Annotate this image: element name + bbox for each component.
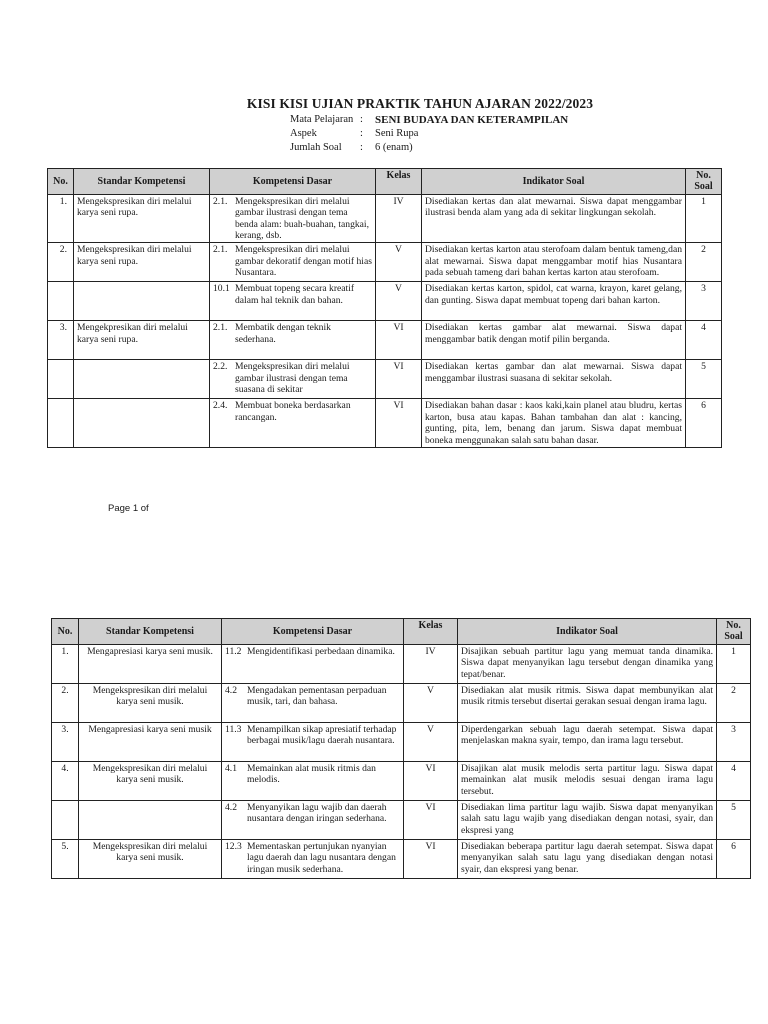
- cell-standar-kompetensi: [74, 360, 210, 399]
- cell-kompetensi-dasar: [210, 399, 376, 448]
- table-row: [48, 321, 722, 360]
- cell-no: 1.: [52, 644, 79, 683]
- table-row: [52, 722, 751, 761]
- header-standar-kompetensi: Standar Kompetensi: [79, 619, 222, 645]
- kd-text: Mengidentifikasi perbedaan dinamika.: [247, 645, 395, 657]
- header-kelas: Kelas: [404, 619, 458, 645]
- header-kompetensi-dasar: Kompetensi Dasar: [210, 169, 376, 195]
- kd-text: Menampilkan sikap apresiatif terhadap berbagai musik/lagu daerah nusantara.: [247, 723, 397, 747]
- cell-kelas: IV: [376, 194, 422, 243]
- table-row: [48, 282, 722, 321]
- cell-kompetensi-dasar: [222, 683, 404, 722]
- table-row: [52, 839, 751, 878]
- table-row: [52, 683, 751, 722]
- cell-no-soal: 6: [717, 839, 751, 878]
- kd-text: Mengekspresikan diri melalui gambar ilustrasi dengan tema suasana di sekitar: [235, 361, 350, 396]
- cell-kelas: V: [376, 282, 422, 321]
- kd-number: 4.2: [225, 684, 237, 696]
- cell-standar-kompetensi: Mengekspresikan diri melalui karya seni rupa.: [74, 194, 210, 243]
- kd-number: 2.1.: [213, 244, 228, 256]
- cell-standar-kompetensi: Mengapresiasi karya seni musik.: [79, 644, 222, 683]
- cell-kelas: VI: [376, 360, 422, 399]
- meta-value: SENI BUDAYA DAN KETERAMPILAN: [375, 114, 569, 126]
- cell-indikator: Diperdengarkan sebuah lagu daerah setempat. Siswa dapat menjelaskan makna syair, tempo, dan irama lagu tersebut.: [458, 722, 717, 761]
- cell-standar-kompetensi: Mengekspresikan diri melalui karya seni musik.: [79, 839, 222, 878]
- header-kompetensi-dasar: Kompetensi Dasar: [222, 619, 404, 645]
- cell-kelas: IV: [404, 644, 458, 683]
- kd-text: Membatik dengan teknik sederhana.: [235, 322, 331, 345]
- cell-no: [52, 800, 79, 839]
- cell-indikator: Disajikan alat musik melodis serta partitur lagu. Siswa dapat memainkan alat musik melodis sesuai dengan irama lagu tersebut.: [458, 761, 717, 800]
- cell-no-soal: 1: [686, 194, 722, 243]
- table-row: [48, 399, 722, 448]
- cell-standar-kompetensi: Mengekspresikan diri melalui karya seni rupa.: [74, 243, 210, 282]
- cell-standar-kompetensi: [74, 282, 210, 321]
- cell-no: 3.: [48, 321, 74, 360]
- kd-number: 2.4.: [213, 400, 228, 412]
- cell-indikator: Disediakan kertas karton atau sterofoam dalam bentuk tameng,dan alat mewarnai. Siswa dapat menggambar motif hias Nusantara pada sebuah tameng dari bahan kertas karton atau sterofoam.: [422, 243, 686, 282]
- meta-row-question-count: [290, 141, 568, 155]
- cell-no: 1.: [48, 194, 74, 243]
- meta-colon: :: [360, 114, 363, 125]
- kd-number: 2.1.: [213, 322, 228, 334]
- document-title: KISI KISI UJIAN PRAKTIK TAHUN AJARAN 2022/2023: [246, 96, 594, 111]
- cell-kompetensi-dasar: [222, 644, 404, 683]
- cell-standar-kompetensi: [79, 800, 222, 839]
- cell-kompetensi-dasar: [210, 360, 376, 399]
- cell-kelas: VI: [404, 839, 458, 878]
- cell-kompetensi-dasar: [222, 722, 404, 761]
- table-row: [48, 243, 722, 282]
- table-row: [52, 644, 751, 683]
- meta-label: Mata Pelajaran: [290, 114, 354, 125]
- kd-text: Membuat topeng secara kreatif dalam hal teknik dan bahan.: [235, 283, 355, 306]
- header-no-soal: No. Soal: [686, 169, 722, 195]
- kd-text: Membuat boneka berdasarkan rancangan.: [235, 400, 351, 423]
- cell-standar-kompetensi: Mengekspresikan diri melalui karya seni musik.: [79, 683, 222, 722]
- cell-standar-kompetensi: [74, 399, 210, 448]
- cell-no: [48, 282, 74, 321]
- cell-kelas: VI: [376, 399, 422, 448]
- cell-kompetensi-dasar: [210, 194, 376, 243]
- table-row: [52, 800, 751, 839]
- kd-text: Menyanyikan lagu wajib dan daerah nusantara dengan iringan sederhana.: [247, 801, 387, 825]
- cell-no: [48, 360, 74, 399]
- kd-number: 10.1: [213, 283, 230, 295]
- kd-number: 11.3: [225, 723, 242, 735]
- cell-indikator: Disediakan kertas gambar dan alat mewarnai. Siswa dapat menggambar ilustrasi suasana di sekitar sekolah.: [422, 360, 686, 399]
- cell-indikator: Disajikan sebuah partitur lagu yang memuat tanda dinamika. Siswa dapat menyanyikan lagu tersebut dengan dinamika yang tepat/benar.: [458, 644, 717, 683]
- cell-no-soal: 3: [686, 282, 722, 321]
- cell-no: 2.: [48, 243, 74, 282]
- cell-no-soal: 3: [717, 722, 751, 761]
- meta-colon: :: [360, 128, 363, 139]
- cell-kompetensi-dasar: [222, 839, 404, 878]
- cell-standar-kompetensi: Mengapresiasi karya seni musik: [79, 722, 222, 761]
- meta-colon: :: [360, 142, 363, 153]
- header-standar-kompetensi: Standar Kompetensi: [74, 169, 210, 195]
- document-meta: [290, 113, 568, 155]
- header-indikator-soal: Indikator Soal: [458, 619, 717, 645]
- cell-indikator: Disediakan lima partitur lagu wajib. Siswa dapat menyanyikan salah satu lagu wajib yang disediakan dengan notasi, syair, dan ekspresi yang: [458, 800, 717, 839]
- cell-no: 2.: [52, 683, 79, 722]
- cell-no-soal: 2: [717, 683, 751, 722]
- kd-number: 2.1.: [213, 195, 228, 207]
- kd-number: 4.2: [225, 801, 237, 813]
- cell-kelas: VI: [376, 321, 422, 360]
- cell-kompetensi-dasar: [222, 800, 404, 839]
- cell-no-soal: 5: [717, 800, 751, 839]
- cell-kelas: V: [376, 243, 422, 282]
- meta-label: Jumlah Soal: [290, 142, 342, 153]
- meta-value: 6 (enam): [375, 142, 413, 153]
- kd-text: Mementaskan pertunjukan nyanyian lagu daerah dan lagu nusantara dengan iringan musik sederhana.: [247, 840, 396, 875]
- header-no-soal: No. Soal: [717, 619, 751, 645]
- cell-no-soal: 4: [717, 761, 751, 800]
- cell-indikator: Disediakan kertas gambar alat mewarnai. Siswa dapat menggambar batik dengan motif pilin berganda.: [422, 321, 686, 360]
- cell-indikator: Disediakan alat musik ritmis. Siswa dapat membunyikan alat musik ritmis tersebut disertai gerakan sesuai dengan irama lagu.: [458, 683, 717, 722]
- cell-no-soal: 1: [717, 644, 751, 683]
- cell-no: 5.: [52, 839, 79, 878]
- meta-label: Aspek: [290, 128, 317, 139]
- cell-no-soal: 6: [686, 399, 722, 448]
- cell-kompetensi-dasar: [210, 282, 376, 321]
- cell-kelas: V: [404, 683, 458, 722]
- kd-text: Memainkan alat musik ritmis dan melodis.: [247, 762, 376, 786]
- cell-kelas: V: [404, 722, 458, 761]
- kd-text: Mengekspresikan diri melalui gambar dekoratif dengan motif hias Nusantara.: [235, 244, 372, 279]
- cell-kompetensi-dasar: [210, 321, 376, 360]
- cell-indikator: Disediakan kertas dan alat mewarnai. Siswa dapat menggambar ilustrasi benda alam yang ada di sekitar lingkungan sekolah.: [422, 194, 686, 243]
- kd-number: 2.2.: [213, 361, 228, 373]
- meta-value: Seni Rupa: [375, 128, 419, 139]
- table-row: [52, 761, 751, 800]
- meta-row-subject: [290, 113, 568, 127]
- table-row: [48, 360, 722, 399]
- kd-text: Mengekspresikan diri melalui gambar ilustrasi dengan tema benda alam: buah-buahan, tangkai, kerang, dsb.: [235, 195, 369, 242]
- page-footer: Page 1 of: [108, 503, 149, 514]
- kd-number: 4.1: [225, 762, 237, 774]
- header-indikator-soal: Indikator Soal: [422, 169, 686, 195]
- cell-no-soal: 5: [686, 360, 722, 399]
- table-row: [48, 194, 722, 243]
- meta-row-aspect: [290, 127, 568, 141]
- cell-no: 4.: [52, 761, 79, 800]
- grid-table-seni-musik: [51, 618, 751, 879]
- cell-indikator: Disediakan kertas karton, spidol, cat warna, krayon, karet gelang, dan gunting. Siswa dapat membuat topeng dari bahan karton.: [422, 282, 686, 321]
- cell-kelas: VI: [404, 761, 458, 800]
- header-no: No.: [52, 619, 79, 645]
- table-header-row: [48, 169, 722, 195]
- grid-table-seni-rupa: [47, 168, 722, 448]
- header-kelas: Kelas: [376, 169, 422, 195]
- cell-no: 3.: [52, 722, 79, 761]
- cell-indikator: Disediakan bahan dasar : kaos kaki,kain planel atau bludru, kertas karton, busa atau kapas. Bahan tambahan dan alat : kancing, gunting, pita, lem, benang dan jarum. Siswa dapat membuat boneka menggunakan salah satu bahan dasar.: [422, 399, 686, 448]
- cell-kompetensi-dasar: [222, 761, 404, 800]
- cell-kelas: VI: [404, 800, 458, 839]
- cell-no-soal: 2: [686, 243, 722, 282]
- cell-kompetensi-dasar: [210, 243, 376, 282]
- cell-indikator: Disediakan beberapa partitur lagu daerah setempat. Siswa dapat menyanyikan salah satu lagu yang disediakan dengan notasi syair, dan ekspresi yang benar.: [458, 839, 717, 878]
- cell-no: [48, 399, 74, 448]
- cell-standar-kompetensi: Mengekpresikan diri melalui karya seni rupa.: [74, 321, 210, 360]
- kd-text: Mengadakan pementasan perpaduan musik, tari, dan bahasa.: [247, 684, 387, 708]
- header-no: No.: [48, 169, 74, 195]
- table-header-row: [52, 619, 751, 645]
- kd-number: 12.3: [225, 840, 242, 852]
- cell-standar-kompetensi: Mengekspresikan diri melalui karya seni musik.: [79, 761, 222, 800]
- cell-no-soal: 4: [686, 321, 722, 360]
- kd-number: 11.2: [225, 645, 242, 657]
